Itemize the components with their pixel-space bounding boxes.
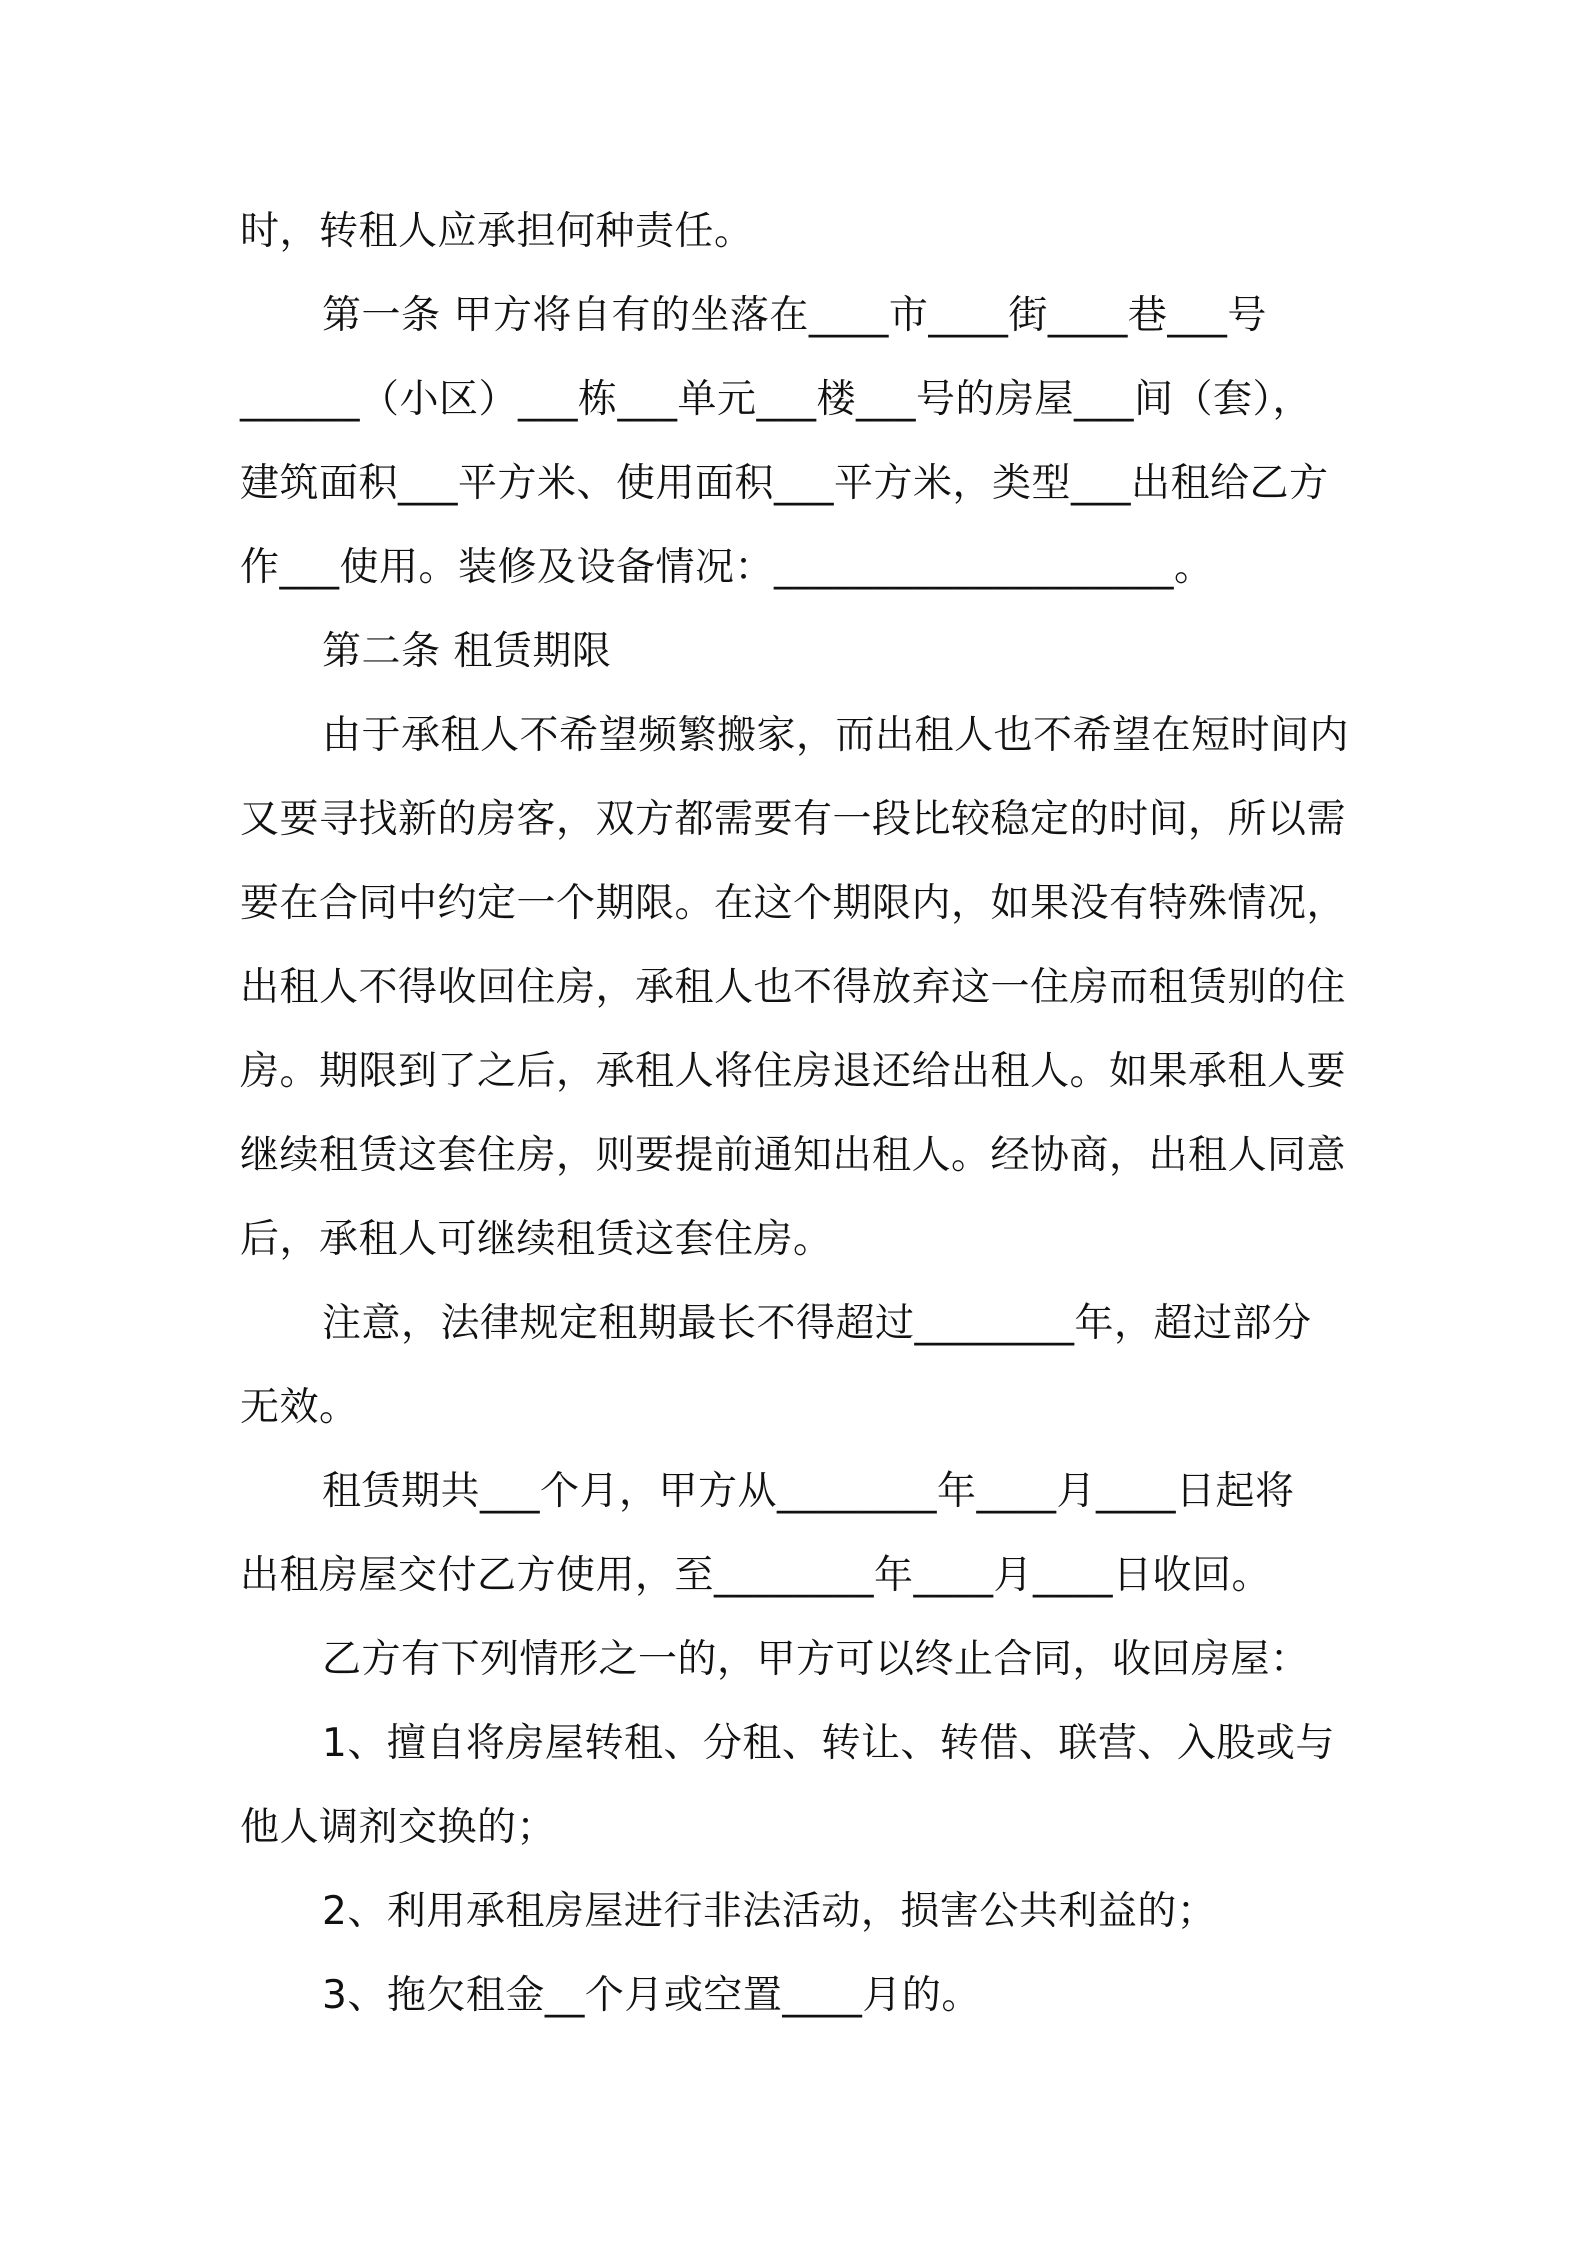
list-item: 3、拖欠租金__个月或空置____月的。 [322, 1973, 981, 2018]
list-item: 2、利用承租房屋进行非法活动，损害公共利益的； [322, 1889, 1217, 1934]
text-line: 又要寻找新的房客，双方都需要有一段比较稳定的时间，所以需 [240, 797, 1347, 842]
text-line: 建筑面积___平方米、使用面积___平方米，类型___出租给乙方 [240, 461, 1329, 506]
text-line: ______（小区）___栋___单元___楼___号的房屋___间（套）， [240, 377, 1313, 422]
text-line: 由于承租人不希望频繁搬家，而出租人也不希望在短时间内 [322, 713, 1350, 758]
text-line: 继续租赁这套住房，则要提前通知出租人。经协商，出租人同意 [240, 1133, 1347, 1178]
text-line: 出租人不得收回住房，承租人也不得放弃这一住房而租赁别的住 [240, 965, 1347, 1010]
text-line: 房。期限到了之后，承租人将住房退还给出租人。如果承租人要 [240, 1049, 1347, 1094]
article-2-heading: 第二条 租赁期限 [322, 629, 612, 674]
text-line: 租赁期共___个月，甲方从________年____月____日起将 [322, 1469, 1295, 1514]
text-line: 无效。 [240, 1385, 359, 1430]
text-line: 时，转租人应承担何种责任。 [240, 209, 754, 254]
text-line: 要在合同中约定一个期限。在这个期限内，如果没有特殊情况， [240, 881, 1347, 926]
list-item: 1、擅自将房屋转租、分租、转让、转借、联营、入股或与 [322, 1721, 1335, 1766]
text-line: 作___使用。装修及设备情况：____________________。 [240, 545, 1214, 590]
article-1-line: 第一条 甲方将自有的坐落在____市____街____巷___号 [322, 293, 1267, 338]
text-line: 他人调剂交换的； [240, 1805, 557, 1850]
text-line: 后，承租人可继续租赁这套住房。 [240, 1217, 833, 1262]
text-line: 出租房屋交付乙方使用，至________年____月____日收回。 [240, 1553, 1272, 1598]
text-line: 乙方有下列情形之一的，甲方可以终止合同，收回房屋： [322, 1637, 1310, 1682]
document-page [240, 196, 1350, 2044]
note-line: 注意，法律规定租期最长不得超过________年，超过部分 [322, 1301, 1312, 1346]
